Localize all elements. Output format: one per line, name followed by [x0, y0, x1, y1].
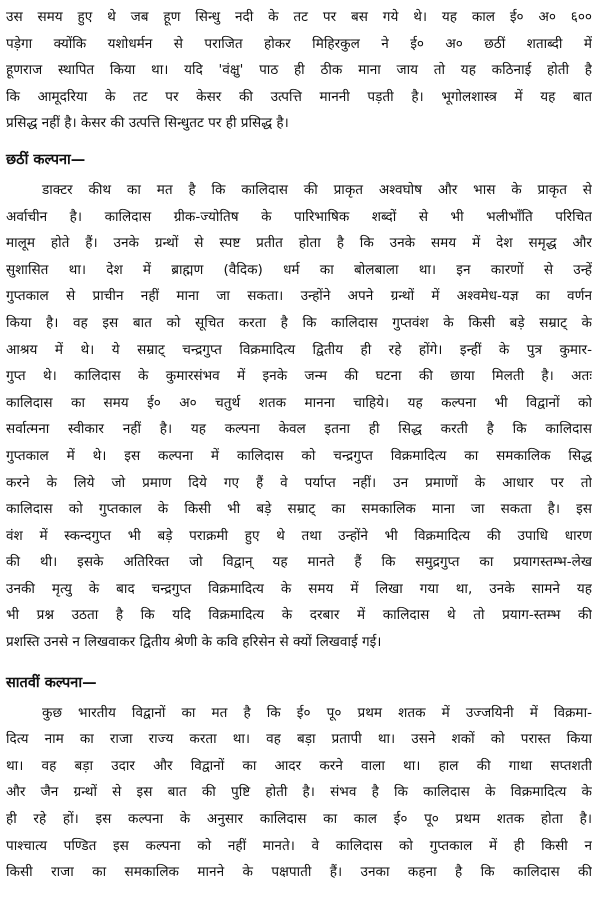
- text-line: वंश में स्कन्दगुप्त भी बड़े पराक्रमी हुए थे तथा उन्होंने भी विक्रमादित्य की उपाधि धारण: [6, 527, 592, 544]
- text-line: पड़ेगा क्योंकि यशोधर्मन से पराजित होकर मिहिरकुल ने ई० अ० छठीं शताब्दी में: [6, 35, 592, 52]
- text-line: कालिदास को गुप्तकाल के किसी भी बड़े सम्राट् का समकालिक माना जा सकता है। इस: [6, 501, 592, 518]
- text-line: गुप्तकाल से प्राचीन नहीं माना जा सकता। उन्होंने अपने ग्रन्थों में अश्वमेध-यज्ञ का वर्णन: [6, 288, 592, 305]
- text-line: उस समय हुए थे जब हूण सिन्धु नदी के तट पर बस गये थे। यह काल ई० अ० ६००: [6, 9, 592, 25]
- section-heading-sixth: छठीं कल्पना—: [6, 151, 86, 168]
- sixth-hypothesis-paragraph: [6, 177, 592, 656]
- text-line: की थी। इसके अतिरिक्त जो विद्वान् यह मानते हैं कि समुद्रगुप्त का प्रयागस्तम्भ-लेख: [6, 554, 592, 571]
- text-line: और जैन ग्रन्थों से इस बात की पुष्टि होती है। संभव है कि कालिदास के विक्रमादित्य के: [6, 784, 592, 801]
- text-line: हूणराज स्थापित किया था। यदि 'वंक्षु' पाठ ही ठीक माना जाय तो यह कठिनाई होती है: [6, 62, 592, 79]
- text-line: कि आमूदरिया के तट पर केसर की उत्पत्ति माननी पड़ती है। भूगोलशास्त्र में यह बात: [6, 88, 592, 105]
- text-line: किया है। वह इस बात को सूचित करता है कि कालिदास गुप्तवंश के किसी बड़े सम्राट् के: [6, 314, 592, 331]
- text-line: भी प्रश्न उठता है कि यदि विक्रमादित्य के दरबार में कालिदास थे तो प्रयाग-स्तम्भ की: [6, 607, 592, 624]
- text-line: करने के लिये जो प्रमाण दिये गए हैं वे पर्याप्त नहीं। उन प्रमाणों के आधार पर तो: [6, 474, 592, 491]
- text-line: अर्वाचीन है। कालिदास ग्रीक-ज्योतिष के पारिभाषिक शब्दों से भी भलीभाँति परिचित: [6, 208, 592, 225]
- text-line: सुशासित था। देश में ब्राह्मण (वैदिक) धर्म का बोलबाला था। इन कारणों से उन्हें: [6, 261, 592, 278]
- section-heading-seventh: सातवीं कल्पना—: [6, 674, 97, 691]
- text-line: डाक्टर कीथ का मत है कि कालिदास की प्राकृत अश्वघोष और भास के प्राकृत से: [42, 181, 592, 198]
- text-line: था। वह बड़ा उदार और विद्वानों का आदर करने वाला था। हाल की गाथा सप्तशती: [6, 757, 592, 774]
- text-line: दित्य नाम का राजा राज्य करता था। वह बड़ा प्रतापी था। उसने शकों को परास्त किया: [6, 731, 592, 748]
- text-line: उनकी मृत्यु के बाद चन्द्रगुप्त विक्रमादित्य के समय में लिखा गया था, उनके सामने यह: [6, 580, 592, 597]
- text-line: प्रसिद्ध नहीं है। केसर की उत्पत्ति सिन्धुतट पर ही प्रसिद्ध है।: [6, 115, 289, 132]
- text-line: गुप्तकाल में थे। इस कल्पना में कालिदास को चन्द्रगुप्त विक्रमादित्य का समकालिक सिद्ध: [6, 447, 592, 464]
- text-line: गुप्त थे। कालिदास के कुमारसंभव में इनके जन्म की घटना की छाया मिलती है। अतः: [6, 368, 592, 385]
- text-line: मालूम होते हैं। उनके ग्रन्थों से स्पष्ट प्रतीत होता है कि उनके समय में देश समृद्ध और: [6, 235, 592, 252]
- text-line: ही रहे हों। इस कल्पना के अनुसार कालिदास का काल ई० पू० प्रथम शतक होता है।: [6, 811, 592, 828]
- text-line: आश्रय में थे। ये सम्राट् चन्द्रगुप्त विक्रमादित्य द्वितीय ही रहे होंगे। इन्हीं के पुत्र कुमार-: [6, 341, 592, 358]
- text-line: कुछ भारतीय विद्वानों का मत है कि ई० पू० प्रथम शतक में उज्जयिनी में विक्रमा-: [42, 704, 592, 721]
- text-line: सर्वात्मना स्वीकार नहीं है। यह कल्पना केवल इतना ही सिद्ध करती है कि कालिदास: [6, 421, 592, 438]
- text-line: कालिदास का समय ई० अ० चतुर्थ शतक मानना चाहिये। यह कल्पना भी विद्वानों को: [6, 394, 592, 411]
- intro-paragraph: [6, 4, 592, 137]
- text-line: किसी राजा का समकालिक मानने के पक्षपाती हैं। उनका कहना है कि कालिदास की: [6, 864, 592, 881]
- text-line: प्रशस्ति उनसे न लिखवाकर द्वितीय श्रेणी के कवि हरिसेन से क्यों लिखवाई गई।: [6, 634, 382, 651]
- seventh-hypothesis-paragraph: [6, 700, 592, 886]
- text-line: पाश्चात्य पण्डित इस कल्पना को नहीं मानते। वे कालिदास को गुप्तकाल में ही किसी न: [6, 837, 592, 854]
